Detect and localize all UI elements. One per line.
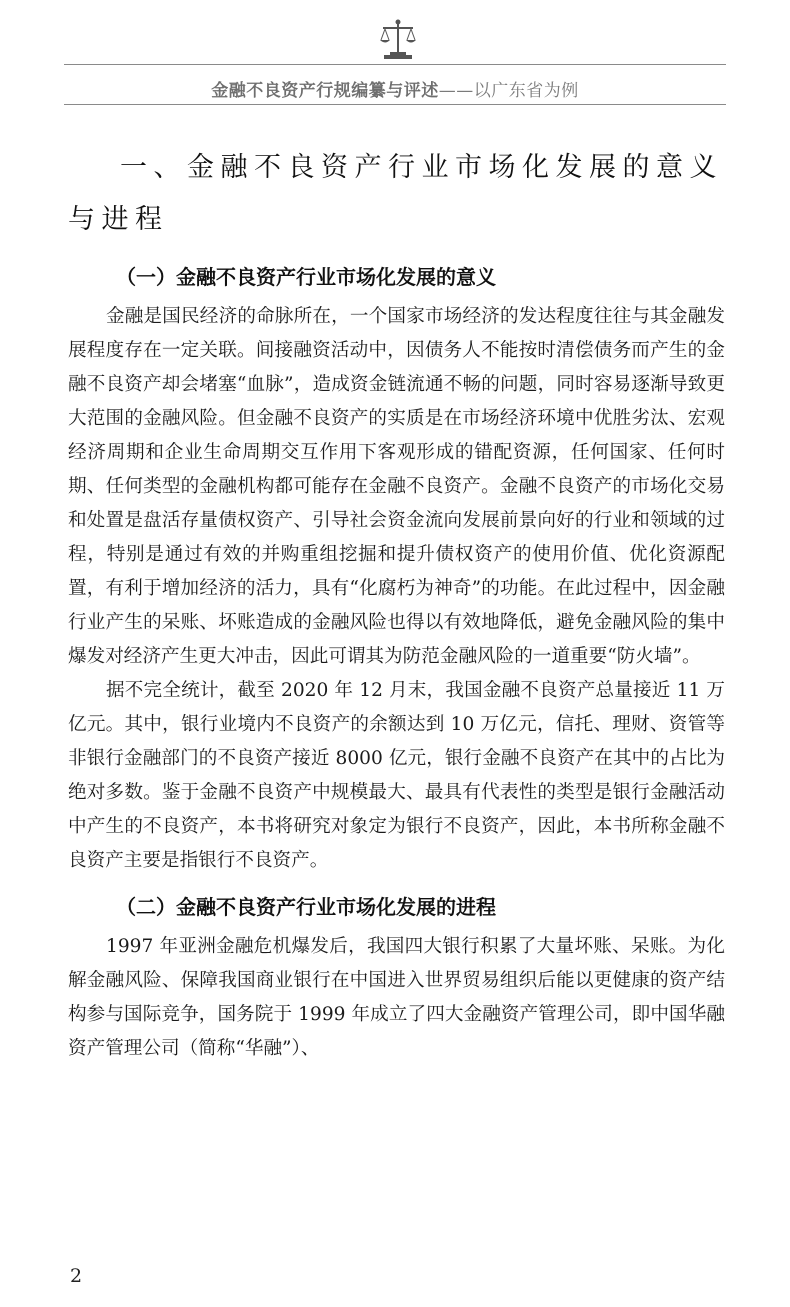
section-title: 一、金融不良资产行业市场化发展的意义与进程 — [68, 152, 723, 235]
header-rule-top — [64, 64, 726, 65]
header-title — [64, 76, 726, 101]
header-title-dash: —— — [438, 81, 474, 101]
header-rule-bottom — [64, 104, 726, 105]
header-title-sub: 以广东省为例 — [473, 81, 579, 101]
subsection-title-1: （一）金融不良资产行业市场化发展的意义 — [116, 265, 496, 289]
paragraph: 据不完全统计，截至 2020 年 12 月末，我国金融不良资产总量接近 11 万亿元。其中，银行业境内不良资产的余额达到 10 万亿元，信托、理财、资管等非银行金融部门的不良资产接近 8000 亿元，银行金融不良资产在其中的占比为绝对多数。鉴于金融不良资产中规模最大、最具有代表性的类型是银行金融活动中产生的不良资产，本书将研究对象定为银行不良资产，因此，本书所称金融不良资产主要是指银行不良资产。 — [68, 680, 725, 871]
subsection-title-2: （二）金融不良资产行业市场化发展的进程 — [116, 895, 496, 919]
paragraph: 1997 年亚洲金融危机爆发后，我国四大银行积累了大量坏账、呆账。为化解金融风险、保障我国商业银行在中国进入世界贸易组织后能以更健康的资产结构参与国际竞争，国务院于 1999 年成立了四大金融资产管理公司，即中国华融资产管理公司（简称“华融”）、 — [68, 936, 725, 1059]
header-title-main: 金融不良资产行规编纂与评述 — [211, 81, 439, 101]
paragraph: 金融是国民经济的命脉所在，一个国家市场经济的发达程度往往与其金融发展程度存在一定关联。间接融资活动中，因债务人不能按时清偿债务而产生的金融不良资产却会堵塞“血脉”，造成资金链流通不畅的问题，同时容易逐渐导致更大范围的金融风险。但金融不良资产的实质是在市场经济环境中优胜劣汰、宏观经济周期和企业生命周期交互作用下客观形成的错配资源，任何国家、任何时期、任何类型的金融机构都可能存在金融不良资产。金融不良资产的市场化交易和处置是盘活存量债权资产、引导社会资金流向发展前景向好的行业和领域的过程，特别是通过有效的并购重组挖掘和提升债权资产的使用价值、优化资源配置，有利于增加经济的活力，具有“化腐朽为神奇”的功能。在此过程中，因金融行业产生的呆账、坏账造成的金融风险也得以有效地降低，避免金融风险的集中爆发对经济产生更大冲击，因此可谓其为防范金融风险的一道重要“防火墙”。 — [68, 306, 725, 667]
page-body — [68, 142, 725, 1066]
running-header — [64, 0, 726, 112]
scales-of-justice-icon — [378, 18, 418, 62]
page-number: 2 — [70, 1265, 83, 1287]
